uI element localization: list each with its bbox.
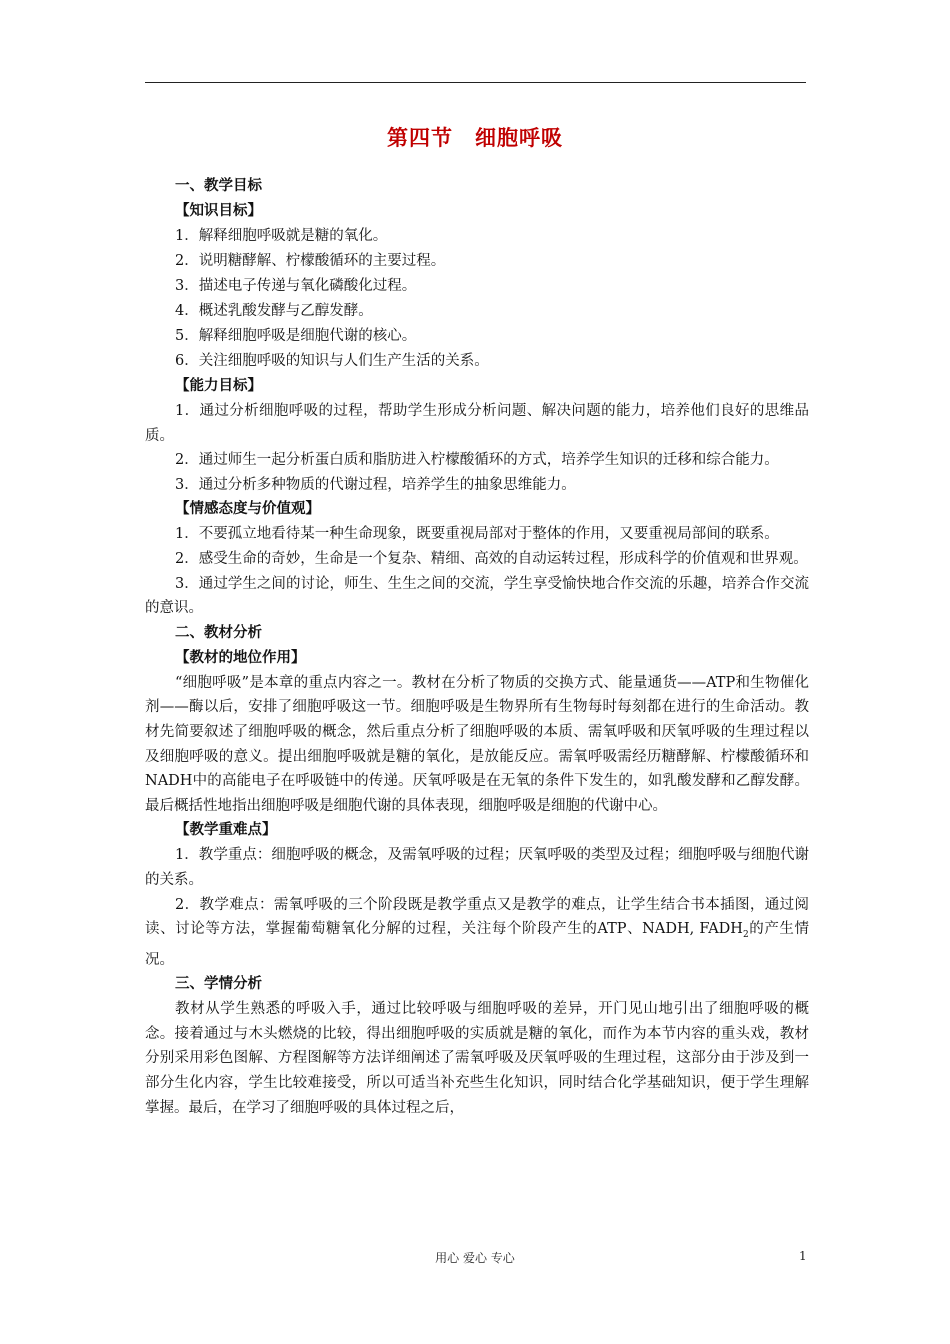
paragraph: 2．通过师生一起分析蛋白质和脂肪进入柠檬酸循环的方式，培养学生知识的迁移和综合能力。 bbox=[175, 452, 779, 469]
page-title: 第四节 细胞呼吸 bbox=[387, 126, 563, 150]
paragraph-text: 的产生情况。 bbox=[145, 921, 810, 968]
list-item: 6．关注细胞呼吸的知识与人们生产生活的关系。 bbox=[175, 353, 489, 369]
document-body bbox=[145, 174, 809, 1120]
list-item: 5．解释细胞呼吸是细胞代谢的核心。 bbox=[175, 328, 417, 344]
section-heading-materials: 二、教材分析 bbox=[175, 624, 262, 641]
paragraph: “细胞呼吸”是本章的重点内容之一。教材在分析了物质的交换方式、能量通货——ATP和生物催化剂——酶以后，安排了细胞呼吸这一节。细胞呼吸是生物界所有生物每时每刻都在进行的生命活动。教材先简要叙述了细胞呼吸的概念，然后重点分析了细胞呼吸的本质、需氧呼吸和厌氧呼吸的生理过程以及细胞呼吸的意义。提出细胞呼吸就是糖的氧化，是放能反应。需氧呼吸需经历糖酵解、柠檬酸循环和NADH中的高能电子在呼吸链中的传递。厌氧呼吸是在无氧的条件下发生的，如乳酸发酵和乙醇发酵。最后概括性地指出细胞呼吸是细胞代谢的具体表现，细胞呼吸是细胞的代谢中心。 bbox=[145, 674, 809, 814]
paragraph bbox=[145, 893, 809, 973]
paragraph: 3．通过分析多种物质的代谢过程，培养学生的抽象思维能力。 bbox=[175, 476, 576, 493]
paragraph-text: 2．教学难点：需氧呼吸的三个阶段既是教学重点又是教学的难点，让学生结合书本插图，通过阅读、讨论等方法，掌握葡萄糖氧化分解的过程，关注每个阶段产生的ATP、NADH, FADH bbox=[145, 896, 809, 938]
subheading-ability: 【能力目标】 bbox=[175, 378, 262, 394]
section-heading-students: 三、学情分析 bbox=[175, 976, 262, 993]
subscript: 2 bbox=[742, 929, 749, 940]
paragraph: 1．不要孤立地看待某一种生命现象，既要重视局部对于整体的作用，又要重视局部间的联系。 bbox=[175, 526, 779, 543]
footer-text: 用心 爱心 专心 bbox=[435, 1251, 515, 1265]
list-item: 4．概述乳酸发酵与乙醇发酵。 bbox=[175, 303, 373, 319]
subheading-knowledge: 【知识目标】 bbox=[175, 203, 262, 219]
paragraph: 3．通过学生之间的讨论，师生、生生之间的交流，学生享受愉快地合作交流的乐趣，培养合作交流的意识。 bbox=[145, 575, 809, 617]
page-number: 1 bbox=[799, 1249, 807, 1263]
paragraph: 2．感受生命的奇妙，生命是一个复杂、精细、高效的自动运转过程，形成科学的价值观和世界观。 bbox=[175, 550, 808, 567]
subheading-emotion: 【情感态度与价值观】 bbox=[175, 501, 320, 518]
header-rule bbox=[145, 82, 806, 83]
paragraph: 教材从学生熟悉的呼吸入手，通过比较呼吸与细胞呼吸的差异，开门见山地引出了细胞呼吸的概念。接着通过与木头燃烧的比较，得出细胞呼吸的实质就是糖的氧化，而作为本节内容的重头戏，教材分别采用彩色图解、方程图解等方法详细阐述了需氧呼吸及厌氧呼吸的生理过程，这部分由于涉及到一部分生化内容，学生比较难接受，所以可适当补充些生化知识，同时结合化学基础知识，便于学生理解掌握。最后，在学习了细胞呼吸的具体过程之后， bbox=[145, 1001, 809, 1116]
list-item: 3．描述电子传递与氧化磷酸化过程。 bbox=[175, 278, 417, 294]
paragraph: 1．通过分析细胞呼吸的过程，帮助学生形成分析问题、解决问题的能力，培养他们良好的思维品质。 bbox=[145, 403, 809, 444]
paragraph: 1．教学重点：细胞呼吸的概念，及需氧呼吸的过程；厌氧呼吸的类型及过程；细胞呼吸与细胞代谢的关系。 bbox=[145, 847, 809, 888]
list-item: 1．解释细胞呼吸就是糖的氧化。 bbox=[175, 228, 388, 244]
section-heading-goals: 一、教学目标 bbox=[175, 178, 262, 194]
subheading-keypoints: 【教学重难点】 bbox=[175, 822, 277, 839]
subheading-role: 【教材的地位作用】 bbox=[175, 649, 306, 666]
list-item: 2．说明糖酵解、柠檬酸循环的主要过程。 bbox=[175, 253, 446, 269]
